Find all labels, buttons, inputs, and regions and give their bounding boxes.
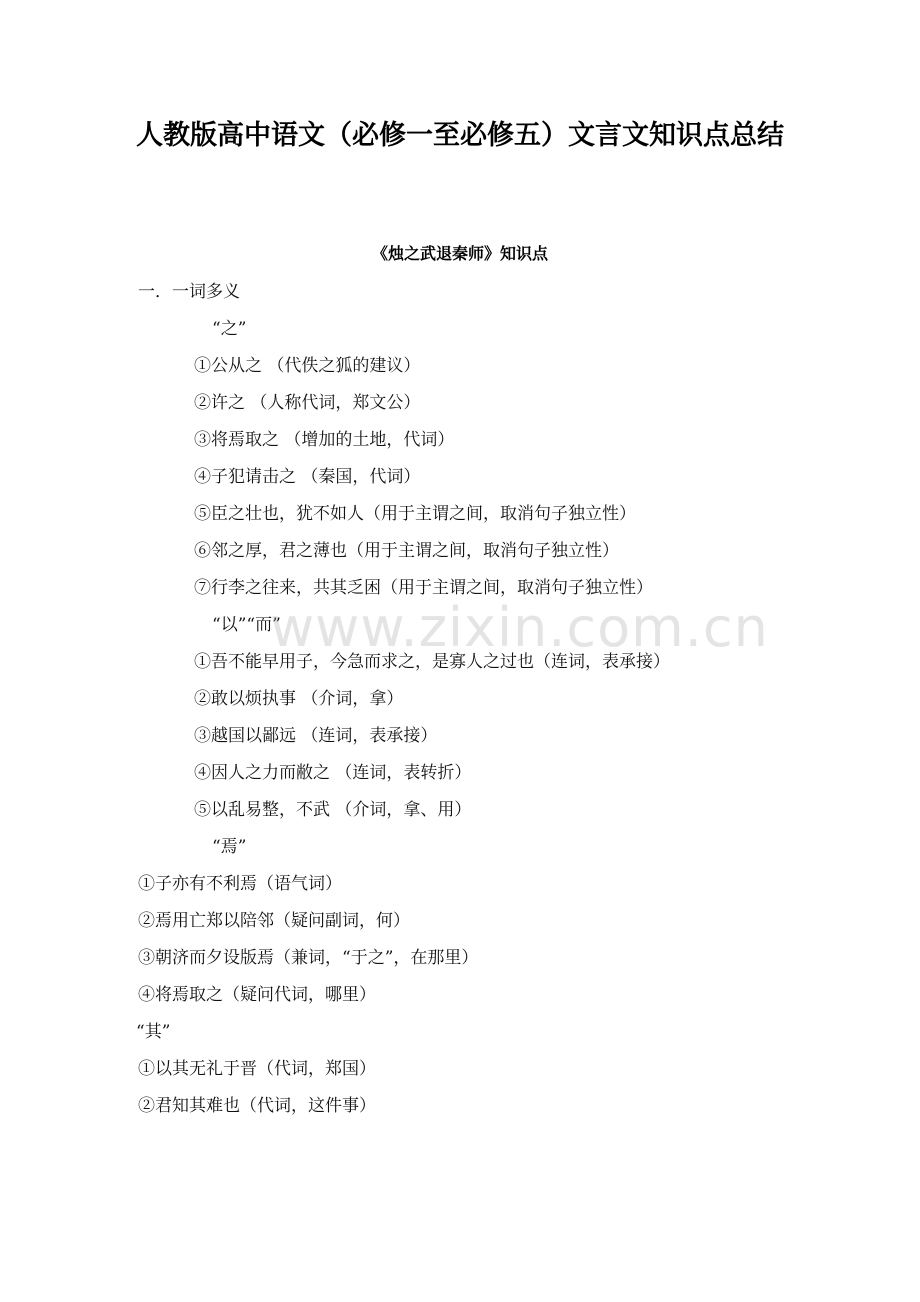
list-item: ③将焉取之 （增加的土地，代词） — [194, 430, 455, 450]
document-title: 人教版高中语文（必修一至必修五）文言文知识点总结 — [136, 120, 784, 151]
section-heading: 《烛之武退秦师》知识点 — [371, 244, 548, 263]
list-item: ②敢以烦执事 （介词，拿） — [194, 689, 404, 709]
list-item: ①公从之 （代佚之狐的建议） — [194, 356, 421, 376]
list-item: ②焉用亡郑以陪邻（疑问副词，何） — [138, 911, 410, 931]
keyword-yan: “焉” — [212, 837, 247, 857]
list-item: ②君知其难也（代词，这件事） — [138, 1096, 376, 1116]
list-item: ①子亦有不利焉（语气词） — [138, 874, 342, 894]
list-item: ⑤以乱易整，不武 （介词，拿、用） — [194, 800, 472, 820]
keyword-yi-er: “以”“而” — [212, 615, 281, 635]
list-item: ④因人之力而敝之 （连词，表转折） — [194, 763, 472, 783]
list-item: ①吾不能早用子，今急而求之，是寡人之过也（连词，表承接） — [194, 652, 670, 672]
heading-polysemy: 一．一词多义 — [138, 282, 240, 302]
keyword-zhi: “之” — [212, 319, 247, 339]
list-item: ①以其无礼于晋（代词，郑国） — [138, 1059, 376, 1079]
list-item: ⑦行李之往来，共其乏困（用于主谓之间，取消句子独立性） — [194, 578, 653, 598]
list-item: ⑤臣之壮也，犹不如人（用于主谓之间，取消句子独立性） — [194, 504, 636, 524]
watermark: www.zixin.com.cn — [270, 596, 769, 659]
list-item: ②许之 （人称代词，郑文公） — [194, 393, 421, 413]
list-item: ④子犯请击之 （秦国，代词） — [194, 467, 421, 487]
list-item: ③越国以鄙远 （连词，表承接） — [194, 726, 438, 746]
keyword-qi: “其” — [136, 1022, 171, 1042]
list-item: ③朝济而夕设版焉（兼词，“于之”，在那里） — [138, 948, 479, 968]
list-item: ⑥邻之厚，君之薄也（用于主谓之间，取消句子独立性） — [194, 541, 619, 561]
list-item: ④将焉取之（疑问代词，哪里） — [138, 985, 376, 1005]
